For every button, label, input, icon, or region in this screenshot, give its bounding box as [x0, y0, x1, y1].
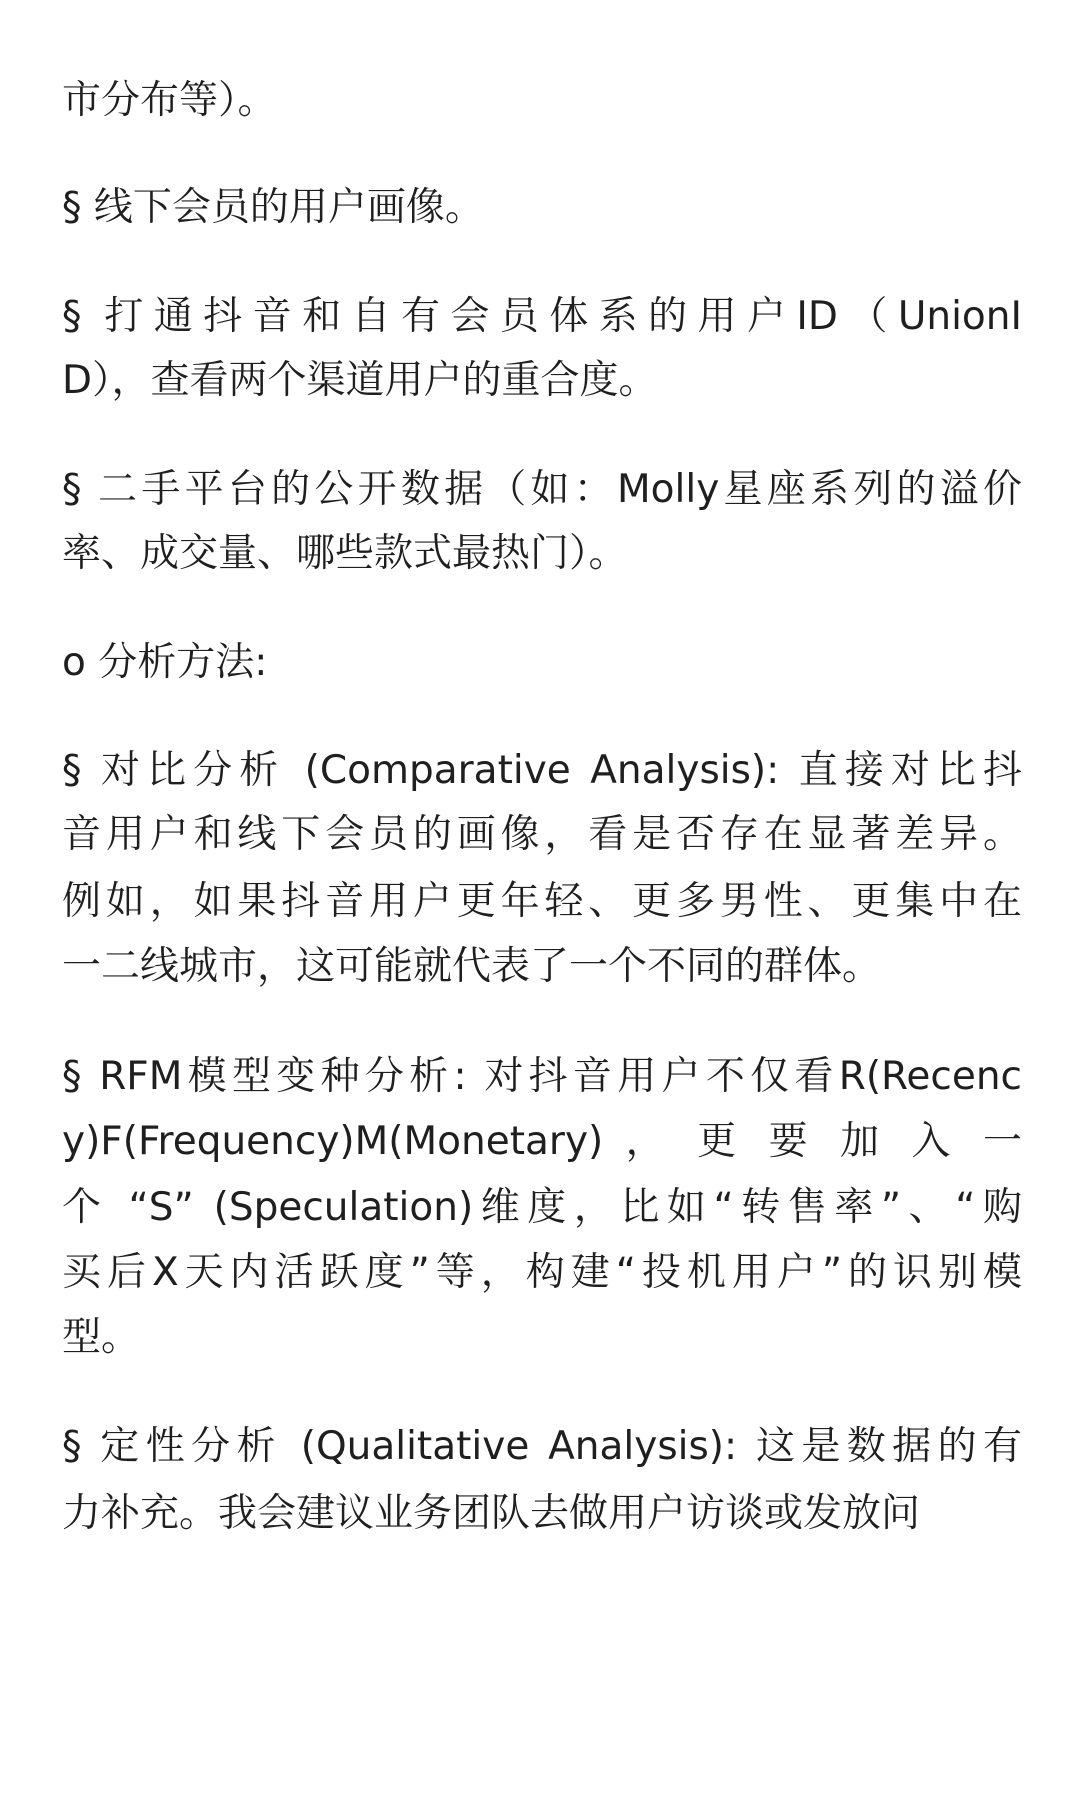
text-line: 率、成交量、哪些款式最热门）。: [62, 531, 628, 576]
text-line: § 打通抖音和自有会员体系的用户ID（UnionI: [62, 294, 1022, 339]
text-line: D），查看两个渠道用户的重合度。: [62, 358, 658, 403]
text-line: 型。: [62, 1315, 141, 1360]
text-line: § 线下会员的用户画像。: [62, 185, 484, 230]
text-line: o 分析方法:: [62, 640, 268, 685]
text-line: 音用户和线下会员的画像，看是否存在显著差异。: [62, 812, 1022, 857]
text-line: 买后X天内活跃度”等，构建“投机用户”的识别模: [62, 1250, 1022, 1295]
text-line: § 二手平台的公开数据（如：Molly星座系列的溢价: [62, 467, 1022, 512]
text-line: 一二线城市，这可能就代表了一个不同的群体。: [62, 944, 882, 989]
text-line: § 定性分析 (Qualitative Analysis): 这是数据的有: [62, 1424, 1022, 1469]
text-line: y)F(Frequency)M(Monetary) ， 更 要 加 入 一: [62, 1119, 1022, 1164]
text-line: § 对比分析 (Comparative Analysis): 直接对比抖: [62, 748, 1022, 793]
text-line: 个 “S” (Speculation)维度，比如“转售率”、“购: [62, 1185, 1022, 1230]
text-line: 力补充。我会建议业务团队去做用户访谈或发放问: [62, 1491, 921, 1536]
text-line: § RFM模型变种分析: 对抖音用户不仅看R(Recenc: [62, 1054, 1022, 1099]
text-line: 例如，如果抖音用户更年轻、更多男性、更集中在: [62, 879, 1022, 924]
text-line: 市分布等）。: [62, 78, 277, 123]
